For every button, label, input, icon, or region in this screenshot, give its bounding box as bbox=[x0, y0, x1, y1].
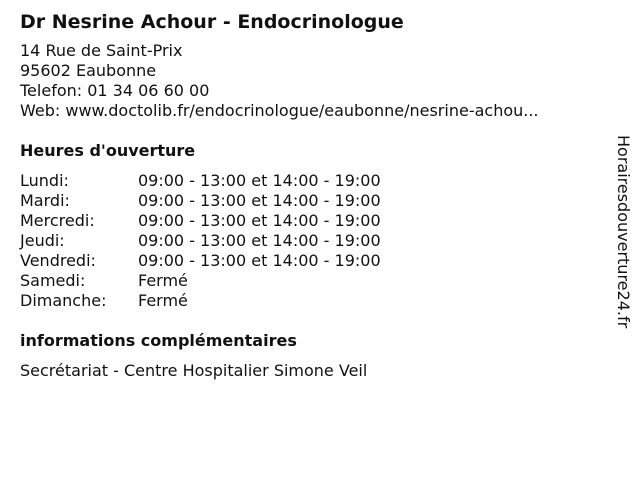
hours-value: Fermé bbox=[138, 291, 188, 310]
opening-hours-heading: Heures d'ouverture bbox=[20, 141, 196, 160]
hours-day: Mercredi: bbox=[20, 211, 95, 230]
hours-value: 09:00 - 13:00 et 14:00 - 19:00 bbox=[138, 171, 381, 190]
hours-day: Lundi: bbox=[20, 171, 69, 190]
hours-value: 09:00 - 13:00 et 14:00 - 19:00 bbox=[138, 231, 381, 250]
hours-value: 09:00 - 13:00 et 14:00 - 19:00 bbox=[138, 211, 381, 230]
phone-number[interactable]: 01 34 06 60 00 bbox=[87, 81, 210, 100]
hours-value: 09:00 - 13:00 et 14:00 - 19:00 bbox=[138, 251, 381, 270]
business-card bbox=[20, 10, 600, 381]
additional-info-text: Secrétariat - Centre Hospitalier Simone Veil bbox=[20, 361, 368, 380]
web-label: Web: bbox=[20, 101, 61, 120]
hours-day: Samedi: bbox=[20, 271, 86, 290]
hours-row-mardi bbox=[20, 191, 600, 211]
phone-line bbox=[20, 81, 600, 101]
hours-value: 09:00 - 13:00 et 14:00 - 19:00 bbox=[138, 191, 381, 210]
address-city: 95602 Eaubonne bbox=[20, 61, 157, 80]
web-line bbox=[20, 101, 600, 121]
hours-day: Dimanche: bbox=[20, 291, 107, 310]
hours-value: Fermé bbox=[138, 271, 188, 290]
hours-row-lundi bbox=[20, 171, 600, 191]
hours-row-dimanche bbox=[20, 291, 600, 311]
phone-label: Telefon: bbox=[20, 81, 83, 100]
website-link[interactable]: www.doctolib.fr/endocrinologue/eaubonne/nesrine-achou... bbox=[65, 101, 539, 120]
hours-day: Vendredi: bbox=[20, 251, 96, 270]
opening-hours-table bbox=[20, 171, 600, 311]
hours-row-vendredi bbox=[20, 251, 600, 271]
hours-day: Mardi: bbox=[20, 191, 70, 210]
address-street: 14 Rue de Saint-Prix bbox=[20, 41, 183, 60]
additional-info-heading: informations complémentaires bbox=[20, 331, 297, 350]
hours-day: Jeudi: bbox=[20, 231, 65, 250]
business-name: Dr Nesrine Achour - Endocrinologue bbox=[20, 11, 404, 33]
hours-row-jeudi bbox=[20, 231, 600, 251]
hours-row-samedi bbox=[20, 271, 600, 291]
site-watermark: Horairesdouverture24.fr bbox=[614, 135, 633, 329]
hours-row-mercredi bbox=[20, 211, 600, 231]
